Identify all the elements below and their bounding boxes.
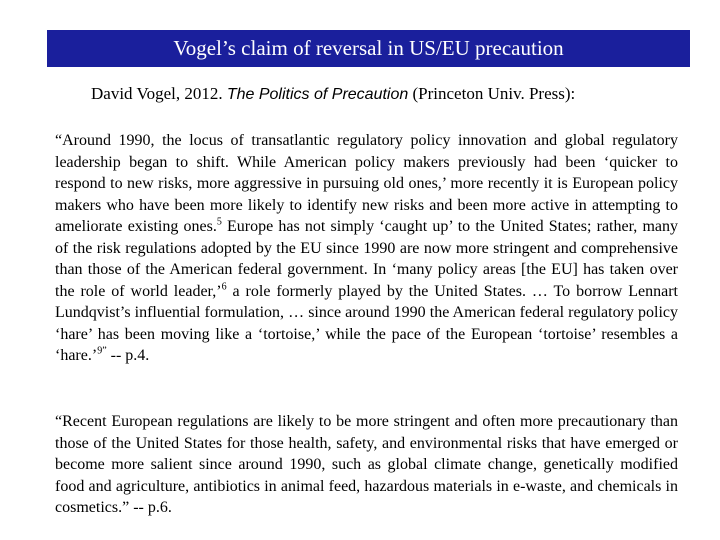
footnote-6: 6 [221,281,227,293]
quote1-part2: Europe has not simply ‘caught up’ to the United States; rather, many of the risk regulations adopted by the EU since 1990 are now more stringent and comprehensive than those of the American federal government. In ‘many policy areas [the EU] has taken over the role of world leader,’ [55,218,678,300]
footnote-5: 5 [216,216,222,228]
slide-title: Vogel’s claim of reversal in US/EU precaution [173,36,564,60]
footnote-9: 9” [97,345,107,357]
quote1-part3: a role formerly played by the United States. … To borrow Lennart Lundqvist’s influential formulation, … since around 1990 the American federal regulatory policy ‘hare’ has been moving like a ‘tortoise,’ while the pace of the European ‘tortoise’ resembles a ‘hare.’ [55,282,678,364]
slide-title-bar [47,30,690,67]
quote-paragraph-2 [55,411,678,519]
citation-author-year: David Vogel, 2012. [91,84,227,103]
quote-paragraph-1 [55,130,678,367]
quote2-text: “Recent European regulations are likely to be more stringent and often more precautionary than those of the United States for those health, safety, and environmental risks that have emerged or become more salient since around 1990, such as global climate change, genetically modified food and agriculture, antibiotics in animal feed, hazardous materials in e-waste, and chemicals in cosmetics.” -- p.6. [55,413,678,516]
book-citation [91,84,575,104]
quote1-part1: “Around 1990, the locus of transatlantic regulatory policy innovation and global regulatory leadership began to shift. While American policy makers previously had been ‘quicker to respond to new risks, more aggressive in pursuing old ones,’ more recently it is European policy makers who have been more likely to identify new risks and been more active in attempting to ameliorate existing ones. [55,132,678,235]
citation-book-title: The Politics of Precaution [226,86,409,103]
quote1-page-ref: -- p.4. [106,347,150,364]
citation-publisher: (Princeton Univ. Press): [408,84,576,103]
